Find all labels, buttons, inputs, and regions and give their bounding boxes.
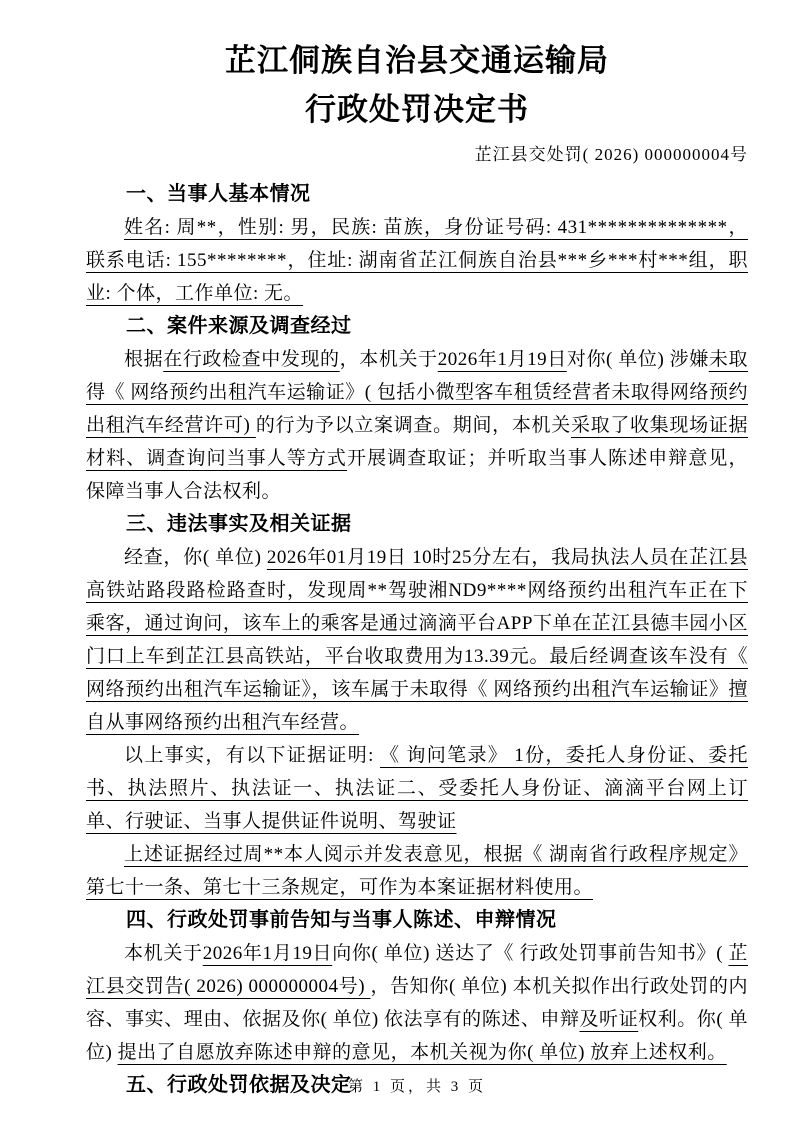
section-heading: 一、当事人基本情况 — [126, 183, 311, 205]
document-title-line2: 行政处罚决定书 — [305, 92, 529, 127]
underlined-text-segment: 及听证 — [579, 1009, 639, 1030]
section-heading: 四、行政处罚事前告知与当事人陈述、申辩情况 — [126, 909, 557, 931]
text-segment: 本机关于 — [124, 943, 203, 964]
text-segment: 经查，你( 单位) — [124, 547, 267, 568]
paragraph — [86, 937, 748, 1069]
paragraph — [86, 343, 748, 508]
underlined-text-segment: 上述证据经过周**本人阅示并发表意见，根据《 湖南省行政程序规定》第七十一条、第七十三条规定，可作为本案证据材料使用。 — [86, 844, 748, 898]
paragraph — [86, 541, 748, 739]
paragraph — [86, 838, 748, 904]
section-heading: 三、违法事实及相关证据 — [126, 513, 352, 535]
text-segment: 权利。你( 单位) — [86, 1009, 748, 1063]
underlined-text-segment: 2026年01月19日 10时25分左右，我局执法人员在芷江县高铁站路段路检路查时，发现周**驾驶湘ND9****网络预约出租汽车正在下乘客，通过询问，该车上的乘客是通过滴滴平台APP下单在芷江县德丰园小区门口上车到芷江县高铁站，平台收取费用为13.39元。最后经调查该车没有《 网络预约出租汽车运输证》，该车属于未取得《 网络预约出租汽车运输证》擅自从事网络预约出租汽车经营。 — [86, 547, 748, 733]
section-3 — [86, 508, 748, 904]
text-segment: 以上事实，有以下证据证明: — [124, 745, 380, 766]
paragraph — [86, 211, 748, 310]
text-segment: 开展调查取证；并听取当事人陈述申辩意见，保障当事人合法权利。 — [86, 448, 748, 502]
document-body — [86, 178, 748, 1102]
text-segment: ，本机关于 — [339, 349, 438, 370]
underlined-text-segment: 未取得《 网络预约出租汽车运输证》( 包括小微型客车租赁经营者未取得网络预约出租汽车经营许可) — [86, 349, 748, 436]
text-segment: 向你( 单位) 送达了《 行政处罚事前告知书》( — [332, 943, 729, 964]
underlined-text-segment: 采取了收集现场证据材料、调查询问当事人等方式 — [86, 415, 748, 469]
section-4 — [86, 904, 748, 1069]
text-segment: 对你( 单位) 涉嫌 — [566, 349, 709, 370]
underlined-text-segment: 2026年1月19日 — [437, 349, 567, 370]
text-segment: ，告知你( 单位) 本机关拟作出行政处罚的内容、事实、理由、依据及你( 单位) 依法享有的陈述、申辩 — [86, 976, 749, 1030]
section-heading: 二、案件来源及调查经过 — [126, 315, 352, 337]
underlined-text-segment: 《 询问笔录》 1份，委托人身份证、委托书、执法照片、执法证一、执法证二、受委托人身份证、滴滴平台网上订单、行驶证、当事人提供证件说明、驾驶证 — [86, 745, 748, 832]
underlined-text-segment: 2026年1月19日 — [202, 943, 333, 964]
text-segment: 根据 — [124, 349, 164, 370]
document-title-line1: 芷江侗族自治县交通运输局 — [225, 43, 609, 78]
page-number-footer: 第 1 页，共 3 页 — [347, 1079, 486, 1095]
text-segment: 的行为予以立案调查。期间，本机关 — [255, 415, 571, 436]
underlined-text-segment: 提出了自愿放弃陈述申辩的意见，本机关视为你( 单位) 放弃上述权利。 — [117, 1042, 727, 1063]
paragraph — [86, 739, 748, 838]
underlined-text-segment: 姓名: 周**，性别: 男，民族: 苗族，身份证号码: 431**************，联系电话: 155********，住址: 湖南省芷江侗族自治县***乡***村***组，职业: 个体，工作单位: 无。 — [86, 217, 748, 304]
section-heading: 五、行政处罚依据及决定 — [126, 1074, 352, 1096]
section-1 — [86, 178, 748, 310]
document-number: 芷江县交处罚( 2026) 000000004号 — [474, 145, 748, 164]
section-2 — [86, 310, 748, 508]
underlined-text-segment: 在行政检查中发现的 — [163, 349, 340, 370]
underlined-text-segment: 芷江县交罚告( 2026) 000000004号) — [86, 943, 748, 997]
